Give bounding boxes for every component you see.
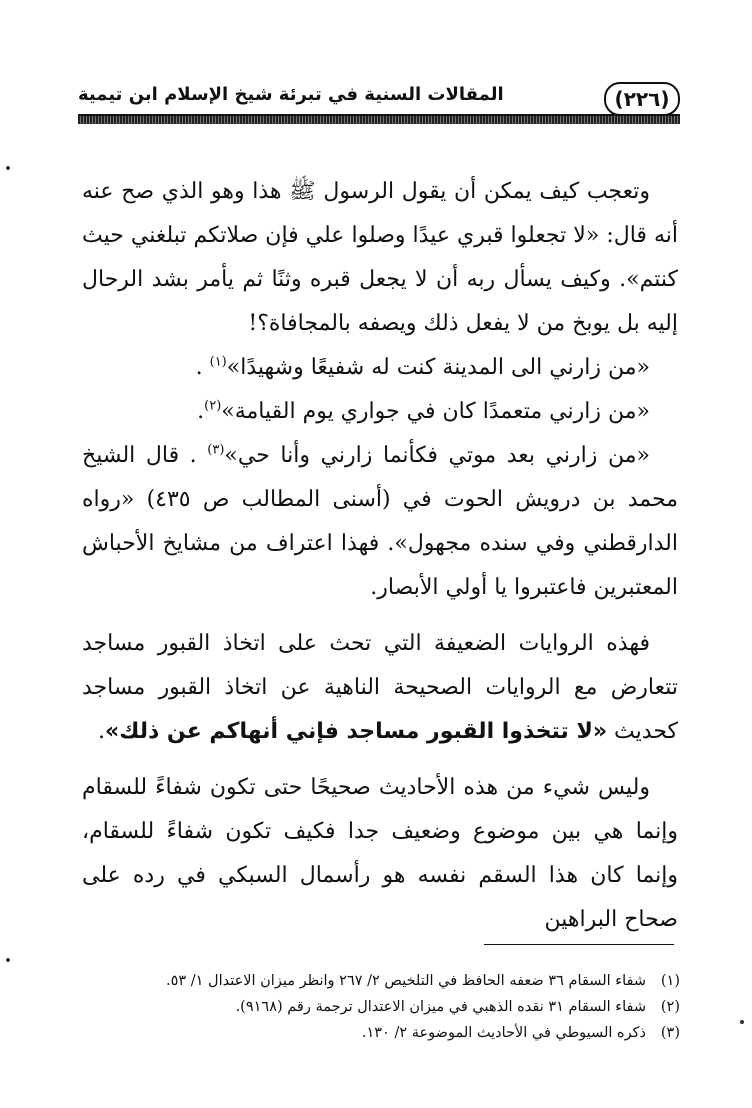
- note-mark-3: (٣): [207, 442, 225, 458]
- footnote-2: [100, 994, 680, 1020]
- scan-speck: [740, 1020, 744, 1024]
- footnote-text: شفاء السقام ٣١ نقده الذهبي في ميزان الاعتدال ترجمة رقم (٩١٦٨).: [235, 999, 646, 1015]
- header-rule: [78, 116, 680, 124]
- hadith-2-text: «من زارني متعمدًا كان في جواري يوم القيامة»: [221, 399, 650, 424]
- hadith-2: «من زارني متعمدًا كان في جواري يوم القيامة»$^{(٢)}$.: [197, 398, 650, 424]
- note-mark-2: (٢): [204, 398, 222, 414]
- hadith-1-text: «من زارني الى المدينة كنت له شفيعًا وشهيدًا»: [226, 355, 650, 380]
- footnote-number: (١): [660, 973, 680, 989]
- footnote-number: (٢): [660, 999, 680, 1015]
- paragraph-3-rest: . قال الشيخ محمد بن درويش الحوت في (أسنى المطالب ص ٤٣٥) «رواه الدارقطني وفي سنده مجهول». فهذا اعتراف من مشايخ الأحباش المعتبرين فاعتبروا يا أولي الأبصار.: [82, 443, 678, 600]
- running-title: المقالات السنية في تبرئة شيخ الإسلام ابن تيمية: [78, 84, 504, 105]
- footnote-separator: [484, 944, 674, 945]
- highlighted-hadith: «لا تتخذوا القبور مساجد فإني أنهاكم عن ذلك»: [105, 719, 608, 744]
- hadith-1: «من زارني الى المدينة كنت له شفيعًا وشهيدًا»$^{(١)}$ .: [195, 354, 650, 380]
- footnote-3: [100, 1020, 680, 1046]
- hadith-3-text: «من زارني بعد موتي فكأنما زارني وأنا حي»: [224, 443, 650, 468]
- scan-speck: [6, 958, 10, 962]
- footnote-text: شفاء السقام ٣٦ ضعفه الحافظ في التلخيص ٢/ ٢٦٧ وانظر ميزان الاعتدال ١/ ٥٣.: [165, 973, 646, 989]
- paragraph-4: فهذه الروايات الضعيفة التي تحث على اتخاذ القبور مساجد تتعارض مع الروايات الصحيحة الناهية عن اتخاذ القبور مساجد كحديث «لا تتخذوا القبور مساجد فإني أنهاكم عن ذلك».: [82, 631, 678, 744]
- paragraph-1: وتعجب كيف يمكن أن يقول الرسول ﷺ هذا وهو الذي صح عنه أنه قال: «لا تجعلوا قبري عيدًا وصلوا علي فإن صلاتكم تبلغني حيث كنتم». وكيف يسأل ربه أن لا يجعل قبره وثنًا ثم يأمر بشد الرحال إليه بل يوبخ من لا يفعل ذلك ويصفه بالمجافاة؟!: [82, 179, 678, 336]
- footnote-1: [100, 968, 680, 994]
- note-mark-1: (١): [209, 354, 227, 370]
- footnotes: [100, 968, 680, 1046]
- scan-speck: [6, 166, 10, 170]
- paragraph-4-text: فهذه الروايات الضعيفة التي تحث على اتخاذ القبور مساجد تتعارض مع الروايات الصحيحة الناهية عن اتخاذ القبور مساجد كحديث: [82, 631, 678, 744]
- paragraph-5: وليس شيء من هذه الأحاديث صحيحًا حتى تكون شفاءً للسقام وإنما هي بين موضوع وضعيف جدا فكيف تكون شفاءً للسقام، وإنما كان هذا السقم نفسه هو رأسمال السبكي في رده على صحاح البراهين: [82, 775, 678, 932]
- page-number: (٢٢٦): [604, 82, 680, 116]
- footnote-number: (٣): [660, 1025, 680, 1041]
- page-header: [78, 78, 680, 118]
- hadith-3: [82, 434, 678, 610]
- footnote-text: ذكره السيوطي في الأحاديث الموضوعة ٢/ ١٣٠.: [361, 1025, 646, 1041]
- main-text: [82, 170, 678, 942]
